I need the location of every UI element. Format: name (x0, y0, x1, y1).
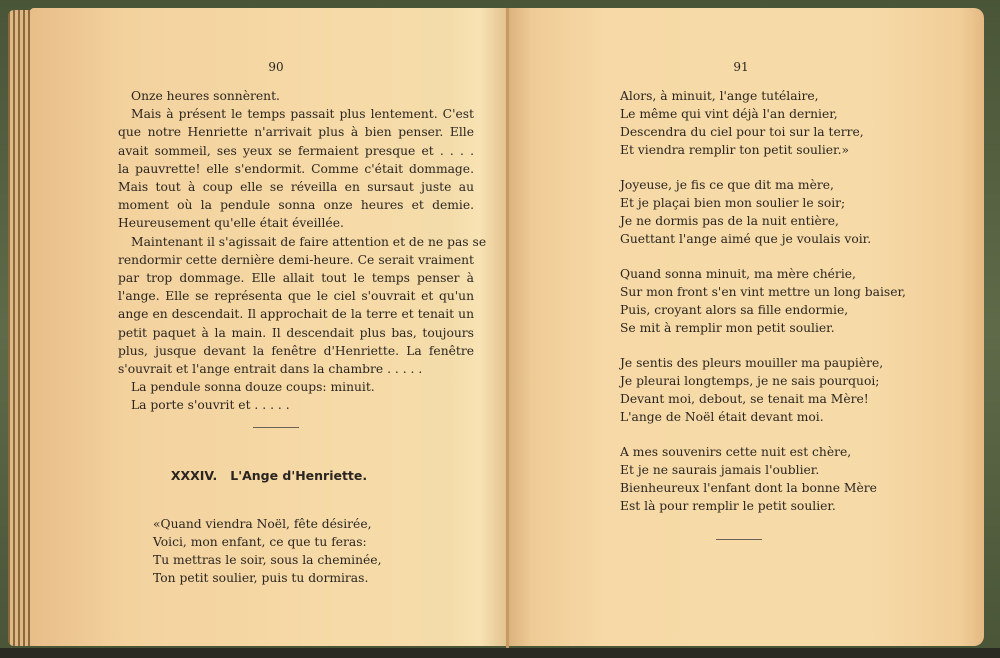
stanza (620, 354, 906, 426)
text-line: La porte s'ouvrit et . . . . . (131, 398, 290, 413)
body-text (118, 87, 487, 415)
verse-line: Puis, croyant alors sa fille endormie, (620, 303, 849, 317)
stanza (620, 443, 906, 515)
verse-line: Bienheureux l'enfant dont la bonne Mère (620, 481, 877, 495)
verse-line: «Quand viendra Noël, fête désirée, (153, 517, 372, 531)
verse-line: Tu mettras le soir, sous la cheminée, (153, 553, 382, 567)
verse-line: L'ange de Noël était devant moi. (620, 410, 824, 424)
right-page (508, 8, 984, 646)
verse-line: Guettant l'ange aimé que je voulais voir. (620, 232, 872, 246)
text-line: la pauvrette! elle s'endormit. Comme c'était dommage. (118, 161, 474, 176)
verse-line: Quand sonna minuit, ma mère chérie, (620, 267, 856, 281)
verse-line: Et viendra remplir ton petit soulier.» (620, 143, 850, 157)
verse-line: Je sentis des pleurs mouiller ma paupière, (620, 356, 884, 370)
chapter-heading: XXXIV. L'Ange d'Henriette. (170, 468, 368, 483)
text-line: s'ouvrait et l'ange entrait dans la chambre . . . . . (118, 362, 423, 377)
verse-line: A mes souvenirs cette nuit est chère, (620, 445, 852, 459)
left-page (30, 8, 508, 646)
verse-line: Est là pour remplir le petit soulier. (620, 499, 836, 513)
text-line: Onze heures sonnèrent. (131, 89, 280, 103)
book-gutter (506, 8, 509, 648)
page-number: 90 (268, 60, 284, 74)
cover-shadow (0, 648, 1000, 658)
text-line: avait sommeil, ses yeux se fermaient presque et . . . . (118, 143, 474, 158)
section-divider (253, 427, 299, 428)
text-line: La pendule sonna douze coups: minuit. (131, 380, 375, 395)
text-line: Mais à présent le temps passait plus lentement. C'est (131, 107, 474, 122)
text-line: l'ange. Elle se représenta que le ciel s'ouvrait et qu'un (118, 289, 474, 304)
stanza (620, 176, 906, 248)
text-line: rendormir cette dernière demi-heure. Ce serait vraiment (118, 252, 474, 267)
verse-line: Sur mon front s'en vint mettre un long baiser, (620, 285, 906, 299)
verse-line: Et je plaçai bien mon soulier le soir; (620, 196, 846, 210)
verse-line: Descendra du ciel pour toi sur la terre, (620, 125, 864, 139)
text-line: que notre Henriette n'arrivait plus à bien penser. Elle (118, 125, 474, 140)
verse-line: Et je ne saurais jamais l'oublier. (620, 463, 820, 477)
text-line: petit paquet à la main. Il descendait plus bas, toujours (118, 325, 474, 340)
text-line: plus, jusque devant la fenêtre d'Henriette. La fenêtre (118, 343, 474, 358)
page-number: 91 (733, 60, 749, 74)
verse-line: Le même qui vint déjà l'an dernier, (620, 107, 838, 121)
text-line: Maintenant il s'agissait de faire attention et de ne pas se (131, 234, 487, 249)
text-line: Heureusement qu'elle était éveillée. (118, 216, 344, 231)
verse-line: Ton petit soulier, puis tu dormiras. (153, 571, 369, 585)
text-line: par trop dommage. Elle allait tout le temps penser à (118, 271, 474, 286)
verse-line: Alors, à minuit, l'ange tutélaire, (620, 89, 819, 103)
text-line: Mais tout à coup elle se réveilla en sursaut juste au (118, 180, 474, 195)
verse-line: Se mit à remplir mon petit soulier. (620, 321, 835, 335)
text-line: ange en descendait. Il approchait de la terre et tenait un (118, 307, 474, 322)
poem (620, 87, 906, 515)
verse-opening (153, 515, 381, 587)
stanza (620, 265, 906, 337)
stanza (620, 87, 906, 159)
section-divider (716, 539, 762, 540)
verse-line: Voici, mon enfant, ce que tu feras: (153, 535, 367, 549)
verse-line: Joyeuse, je fis ce que dit ma mère, (620, 178, 834, 192)
verse-line: Je ne dormis pas de la nuit entière, (620, 214, 839, 228)
verse-line: Je pleurai longtemps, je ne sais pourquoi; (620, 374, 880, 388)
text-line: moment où la pendule sonna onze heures et demie. (118, 198, 474, 213)
verse-line: Devant moi, debout, se tenait ma Mère! (620, 392, 869, 406)
